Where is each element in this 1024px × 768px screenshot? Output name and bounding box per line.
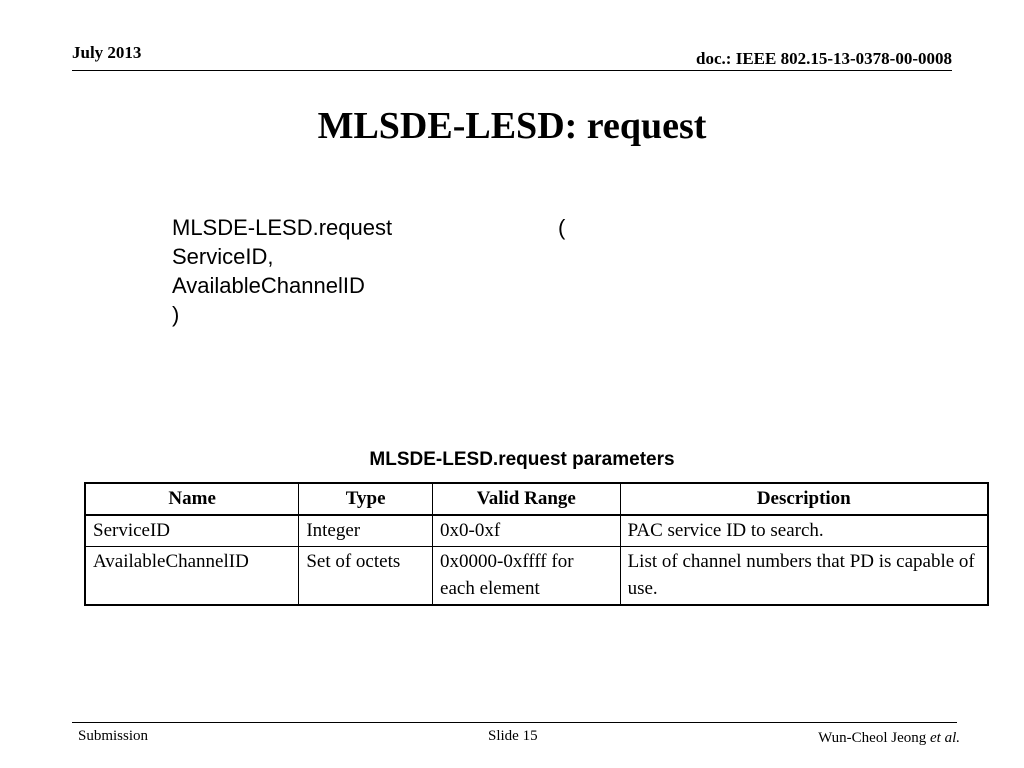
cell-description: List of channel numbers that PD is capable of use.	[620, 547, 988, 606]
cell-name: ServiceID	[85, 515, 299, 547]
column-header-name: Name	[85, 483, 299, 515]
cell-type: Integer	[299, 515, 433, 547]
footer-slide-number: Slide 15	[488, 728, 538, 744]
slide-title: MLSDE-LESD: request	[317, 105, 707, 147]
table-row	[85, 547, 988, 606]
primitive-open-paren: (	[558, 215, 566, 240]
primitive-definition	[172, 213, 566, 329]
primitive-name: MLSDE-LESD.request	[172, 215, 393, 240]
cell-name: AvailableChannelID	[85, 547, 299, 606]
table-caption: MLSDE-LESD.request parameters	[369, 449, 675, 470]
cell-description: PAC service ID to search.	[620, 515, 988, 547]
column-header-description: Description	[620, 483, 988, 515]
header-doc-id: doc.: IEEE 802.15-13-0378-00-0008	[696, 49, 952, 68]
primitive-param: ServiceID,	[172, 244, 274, 269]
primitive-name-line	[172, 213, 566, 242]
header-divider	[72, 70, 952, 71]
table-row	[85, 515, 988, 547]
footer-author-suffix: et al.	[930, 730, 960, 746]
footer-author-name: Wun-Cheol Jeong	[818, 730, 927, 746]
cell-type: Set of octets	[299, 547, 433, 606]
footer-author	[818, 730, 960, 747]
primitive-param: AvailableChannelID	[172, 273, 365, 298]
footer-submission: Submission	[78, 728, 149, 744]
header-date: July 2013	[72, 43, 142, 62]
parameters-table	[84, 482, 989, 606]
cell-valid-range: 0x0-0xf	[433, 515, 621, 547]
column-header-type: Type	[299, 483, 433, 515]
cell-valid-range: 0x0000-0xffff for each element	[433, 547, 621, 606]
footer-divider	[72, 722, 957, 723]
table-header-row	[85, 483, 988, 515]
column-header-valid-range: Valid Range	[433, 483, 621, 515]
primitive-close-paren: )	[172, 302, 180, 327]
